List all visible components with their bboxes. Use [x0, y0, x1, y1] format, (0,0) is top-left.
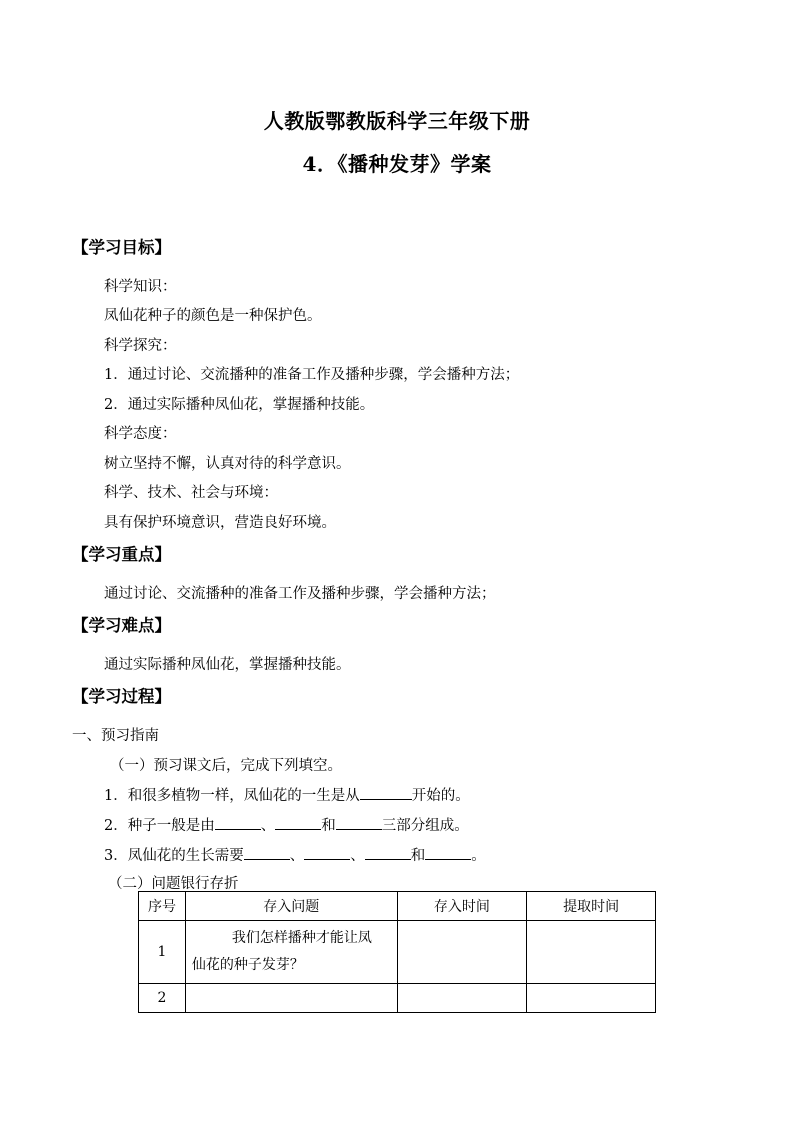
header-number: 序号: [139, 892, 186, 921]
goal-line: 树立坚持不懈，认真对待的科学意识。: [104, 456, 351, 472]
focus-heading: 【学习重点】: [72, 545, 171, 564]
answer-blank[interactable]: [360, 784, 412, 800]
goal-line: 2．通过实际播种凤仙花，掌握播种技能。: [104, 397, 375, 413]
separator: 和: [321, 818, 336, 834]
doc-title: 人教版鄂教版科学三年级下册: [263, 109, 531, 133]
deposit-time-cell[interactable]: [397, 984, 527, 1013]
answer-blank[interactable]: [244, 844, 290, 860]
goal-line: 科学探究：: [104, 338, 177, 354]
question-3-text: 3．凤仙花的生长需要: [104, 848, 244, 864]
answer-blank[interactable]: [304, 844, 350, 860]
row-number: 2: [139, 984, 186, 1013]
answer-blank[interactable]: [336, 814, 382, 830]
question-line: 仙花的种子发芽？: [191, 957, 304, 973]
goals-heading: 【学习目标】: [72, 238, 171, 257]
goal-line: 科学知识：: [104, 279, 177, 295]
answer-blank[interactable]: [365, 844, 411, 860]
withdraw-time-cell[interactable]: [527, 984, 656, 1013]
table-row: [139, 921, 656, 984]
question-line: 我们怎样播种才能让凤: [231, 930, 372, 946]
doc-subtitle: 4．《播种发芽》学案: [302, 152, 492, 176]
question-1-text: 1．和很多植物一样，凤仙花的一生是从: [104, 788, 360, 804]
goal-line: 具有保护环境意识，营造良好环境。: [104, 515, 336, 531]
sub-question-bank: （二）问题银行存折: [108, 876, 239, 892]
question-1-end: 开始的。: [411, 788, 470, 804]
question-2: [104, 814, 469, 835]
focus-text: 通过讨论、交流播种的准备工作及播种步骤，学会播种方法；: [104, 586, 496, 602]
process-heading: 【学习过程】: [72, 687, 171, 706]
deposit-time-cell[interactable]: [397, 921, 527, 984]
question-2-text: 2．种子一般是由: [104, 818, 215, 834]
row-number: 1: [139, 921, 186, 984]
header-question: 存入问题: [185, 892, 397, 921]
goal-line: 凤仙花种子的颜色是一种保护色。: [104, 308, 322, 324]
separator: 和: [410, 848, 426, 864]
separator: 、: [289, 848, 305, 864]
separator: 、: [260, 818, 276, 834]
table-row: [139, 984, 656, 1013]
section-preview-guide: 一、预习指南: [72, 728, 159, 744]
goal-line: 科学、技术、社会与环境：: [104, 485, 278, 501]
question-2-end: 三部分组成。: [381, 818, 469, 834]
question-3-end: 。: [471, 848, 486, 864]
header-withdraw-time: 提取时间: [527, 892, 656, 921]
sub-fill-blanks: （一）预习课文后，完成下列填空。: [110, 758, 342, 774]
question-cell[interactable]: [185, 984, 397, 1013]
question-3: [104, 844, 486, 865]
header-deposit-time: 存入时间: [397, 892, 527, 921]
table-header-row: [139, 892, 656, 921]
question-cell[interactable]: [185, 921, 397, 984]
answer-blank[interactable]: [425, 844, 471, 860]
difficulty-text: 通过实际播种凤仙花，掌握播种技能。: [104, 657, 351, 673]
answer-blank[interactable]: [215, 814, 261, 830]
withdraw-time-cell[interactable]: [527, 921, 656, 984]
goal-line: 1．通过讨论、交流播种的准备工作及播种步骤，学会播种方法；: [104, 367, 520, 383]
question-bank-table: [138, 891, 656, 1013]
goal-line: 科学态度：: [104, 426, 177, 442]
question-1: [104, 784, 470, 805]
difficulty-heading: 【学习难点】: [72, 616, 171, 635]
separator: 、: [350, 848, 365, 864]
answer-blank[interactable]: [275, 814, 321, 830]
